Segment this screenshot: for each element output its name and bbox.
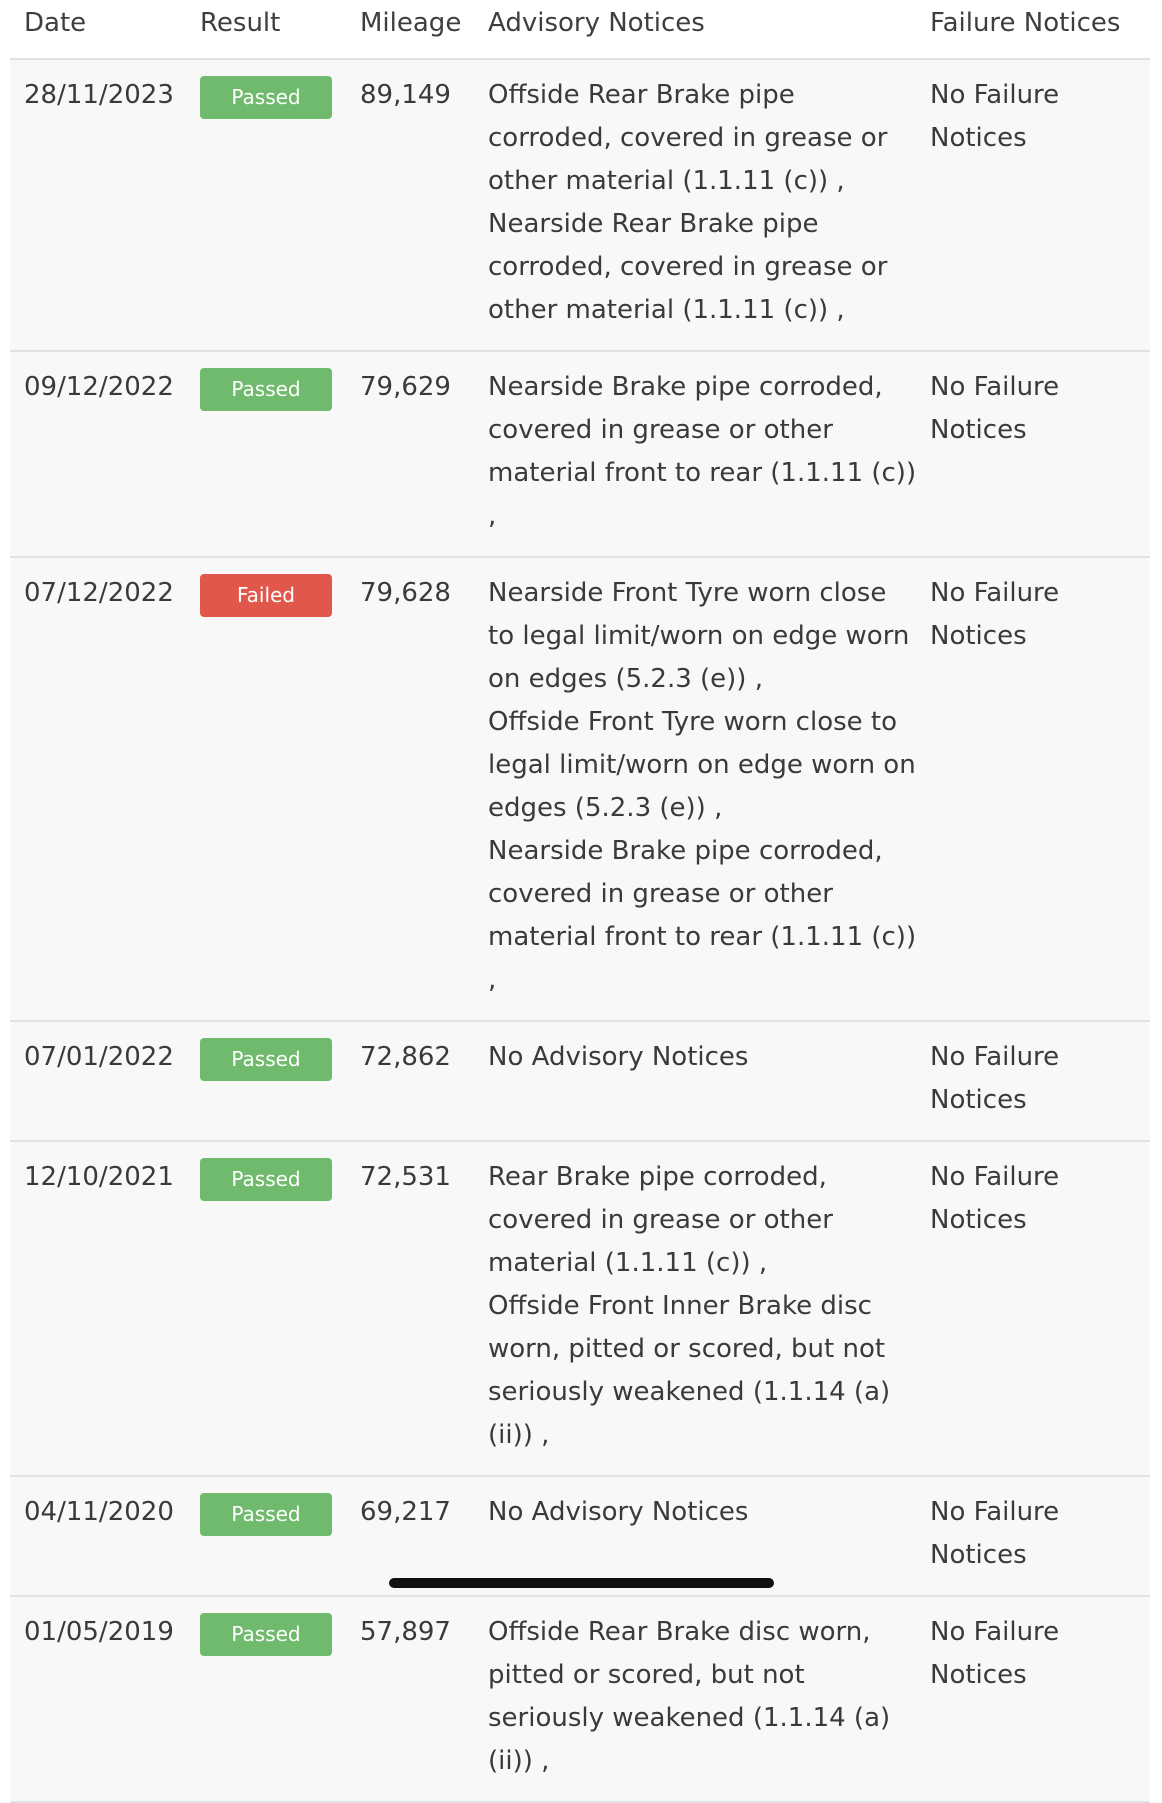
- home-indicator-bar[interactable]: [389, 1578, 774, 1588]
- cell-mileage: 89,149: [360, 59, 488, 351]
- header-advisory-notices: Advisory Notices: [488, 0, 930, 59]
- advisory-notice-item: Offside Rear Brake pipe corroded, covered in grease or other material (1.1.11 (c)) ,: [488, 80, 888, 196]
- cell-mileage: 72,862: [360, 1021, 488, 1141]
- result-status-badge: Failed: [200, 574, 332, 617]
- table-row: [10, 1596, 1150, 1802]
- cell-advisory-notices: [488, 1596, 930, 1802]
- cell-mileage: 79,629: [360, 351, 488, 557]
- cell-date: 01/05/2019: [10, 1596, 200, 1802]
- cell-date: 04/11/2020: [10, 1476, 200, 1596]
- header-date: Date: [10, 0, 200, 59]
- cell-result: [200, 351, 360, 557]
- cell-failure-notices: No Failure Notices: [930, 1141, 1150, 1476]
- advisory-notice-item: Rear Brake pipe corroded, covered in grease or other material (1.1.11 (c)) ,: [488, 1162, 833, 1278]
- cell-advisory-notices: [488, 557, 930, 1021]
- advisory-notice-item: Offside Rear Brake disc worn, pitted or scored, but not seriously weakened (1.1.14 (a) (ii)) ,: [488, 1617, 891, 1776]
- cell-failure-notices: No Failure Notices: [930, 557, 1150, 1021]
- cell-advisory-notices: [488, 1021, 930, 1141]
- table-row: [10, 351, 1150, 557]
- cell-failure-notices: No Failure Notices: [930, 1021, 1150, 1141]
- cell-mileage: 69,217: [360, 1476, 488, 1596]
- advisory-notice-item: No Advisory Notices: [488, 1042, 749, 1072]
- cell-failure-notices: No Failure Notices: [930, 59, 1150, 351]
- cell-advisory-notices: [488, 59, 930, 351]
- result-status-badge: Passed: [200, 1613, 332, 1656]
- result-status-badge: Passed: [200, 1493, 332, 1536]
- advisory-notice-item: Nearside Brake pipe corroded, covered in grease or other material front to rear (1.1.11 (c)) ,: [488, 836, 917, 995]
- mot-history-table: [10, 0, 1150, 1803]
- cell-failure-notices: No Failure Notices: [930, 1476, 1150, 1596]
- advisory-notice-item: Nearside Front Tyre worn close to legal limit/worn on edge worn on edges (5.2.3 (e)) ,: [488, 578, 910, 694]
- table-row: [10, 557, 1150, 1021]
- cell-advisory-notices: [488, 1141, 930, 1476]
- advisory-notice-item: Nearside Rear Brake pipe corroded, covered in grease or other material (1.1.11 (c)) ,: [488, 209, 888, 325]
- cell-failure-notices: No Failure Notices: [930, 1596, 1150, 1802]
- header-failure-notices: Failure Notices: [930, 0, 1150, 59]
- result-status-badge: Passed: [200, 368, 332, 411]
- cell-result: [200, 1141, 360, 1476]
- header-mileage: Mileage: [360, 0, 488, 59]
- cell-mileage: 79,628: [360, 557, 488, 1021]
- cell-result: [200, 1021, 360, 1141]
- cell-date: 09/12/2022: [10, 351, 200, 557]
- advisory-notice-item: Offside Front Inner Brake disc worn, pitted or scored, but not seriously weakened (1.1.14 (a) (ii)) ,: [488, 1291, 891, 1450]
- advisory-notice-item: Nearside Brake pipe corroded, covered in grease or other material front to rear (1.1.11 (c)) ,: [488, 372, 917, 531]
- result-status-badge: Passed: [200, 1038, 332, 1081]
- cell-mileage: 57,897: [360, 1596, 488, 1802]
- cell-date: 07/12/2022: [10, 557, 200, 1021]
- table-row: [10, 1021, 1150, 1141]
- table-body: [10, 59, 1150, 1802]
- cell-result: [200, 1596, 360, 1802]
- cell-failure-notices: No Failure Notices: [930, 351, 1150, 557]
- advisory-notice-item: Offside Front Tyre worn close to legal limit/worn on edge worn on edges (5.2.3 (e)) ,: [488, 707, 916, 823]
- header-result: Result: [200, 0, 360, 59]
- result-status-badge: Passed: [200, 76, 332, 119]
- advisory-notice-item: No Advisory Notices: [488, 1497, 749, 1527]
- cell-date: 28/11/2023: [10, 59, 200, 351]
- table-header-row: [10, 0, 1150, 59]
- cell-result: [200, 59, 360, 351]
- result-status-badge: Passed: [200, 1158, 332, 1201]
- table-row: [10, 1141, 1150, 1476]
- cell-advisory-notices: [488, 351, 930, 557]
- table-row: [10, 59, 1150, 351]
- cell-result: [200, 557, 360, 1021]
- cell-mileage: 72,531: [360, 1141, 488, 1476]
- cell-result: [200, 1476, 360, 1596]
- cell-date: 12/10/2021: [10, 1141, 200, 1476]
- cell-date: 07/01/2022: [10, 1021, 200, 1141]
